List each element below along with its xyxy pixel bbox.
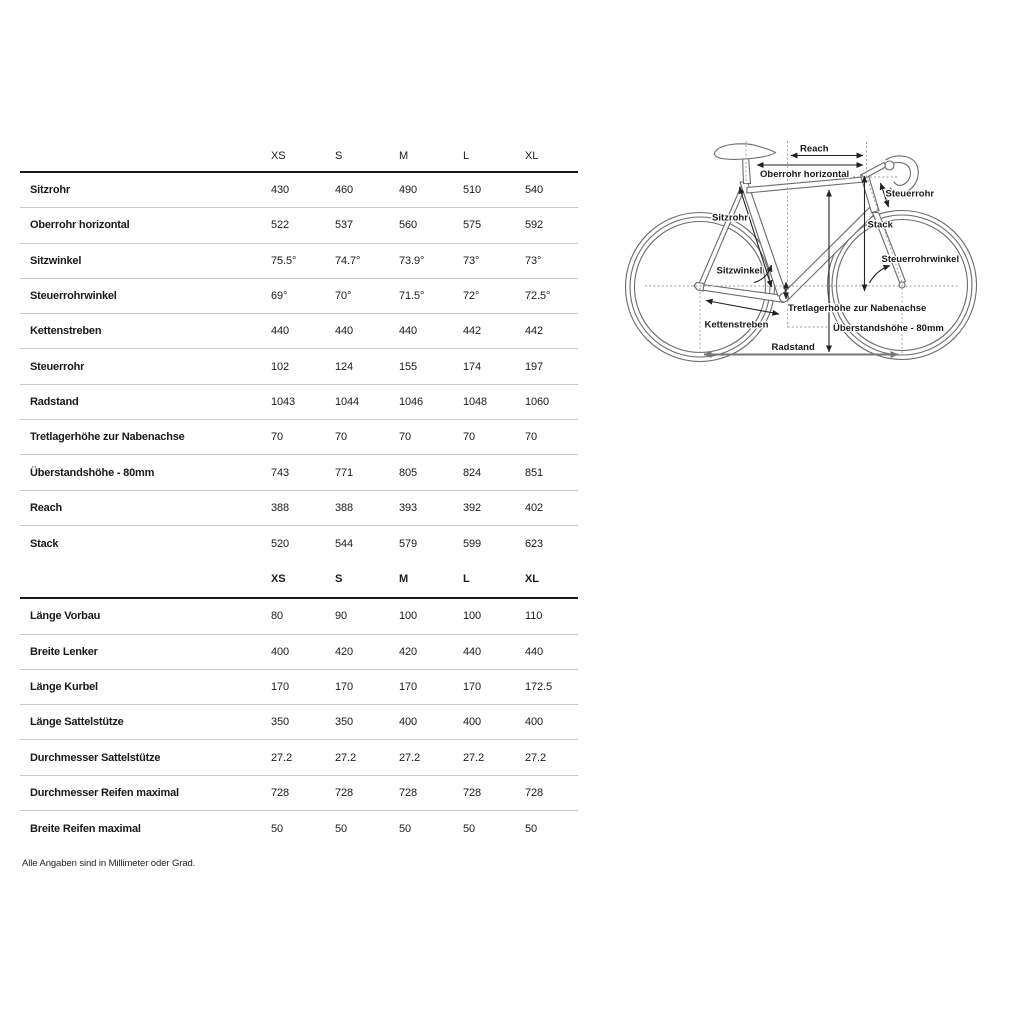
row-label: Breite Reifen maximal bbox=[30, 822, 141, 835]
cell-value: 537 bbox=[335, 219, 354, 232]
seat-post bbox=[743, 157, 751, 184]
row-label: Steuerrohr bbox=[30, 360, 85, 373]
cell-value: 771 bbox=[335, 466, 354, 479]
cell-value: 80 bbox=[271, 610, 284, 623]
tretlagerhoehe-label: Tretlagerhöhe zur Nabenachse bbox=[788, 303, 927, 314]
cell-value: 728 bbox=[463, 786, 482, 799]
cell-value: 170 bbox=[335, 681, 354, 693]
row-label: Länge Sattelstütze bbox=[30, 716, 124, 729]
steuerrohr-label: Steuerrohr bbox=[885, 188, 935, 200]
cell-value: 74.7° bbox=[335, 254, 361, 267]
cell-value: 728 bbox=[271, 786, 290, 799]
cell-value: 1043 bbox=[271, 395, 296, 408]
table-row bbox=[20, 811, 578, 846]
head-tube bbox=[861, 174, 880, 213]
cell-value: 490 bbox=[399, 184, 418, 197]
table-row bbox=[20, 385, 578, 420]
cell-value: 388 bbox=[335, 501, 354, 514]
cell-value: 70 bbox=[335, 431, 348, 444]
saddle bbox=[715, 144, 776, 160]
column-header: XS bbox=[271, 573, 286, 586]
table-row bbox=[20, 420, 578, 455]
rear-dropout bbox=[694, 283, 704, 292]
cell-value: 743 bbox=[271, 466, 290, 479]
cell-value: 460 bbox=[335, 184, 354, 197]
cell-value: 1060 bbox=[525, 395, 550, 408]
row-label: Oberrohr horizontal bbox=[30, 219, 130, 232]
column-header: M bbox=[399, 573, 409, 586]
cell-value: 400 bbox=[525, 716, 544, 729]
cell-value: 728 bbox=[399, 786, 418, 799]
cell-value: 420 bbox=[399, 645, 418, 658]
cell-value: 72° bbox=[463, 290, 480, 303]
cell-value: 27.2 bbox=[271, 751, 293, 764]
sitzrohr-label: Sitzrohr bbox=[712, 212, 748, 224]
table-row bbox=[20, 279, 578, 314]
table-row bbox=[20, 314, 578, 349]
cell-value: 430 bbox=[271, 184, 290, 197]
cell-value: 522 bbox=[271, 219, 290, 232]
table-row bbox=[20, 455, 578, 490]
table-row bbox=[20, 705, 578, 740]
cell-value: 579 bbox=[399, 537, 418, 550]
cell-value: 73.9° bbox=[399, 254, 425, 267]
cell-value: 50 bbox=[335, 822, 348, 835]
row-label: Stack bbox=[30, 537, 59, 550]
cell-value: 420 bbox=[335, 645, 354, 658]
steuerrohrwinkel-label: Steuerrohrwinkel bbox=[881, 254, 960, 265]
seat-tube bbox=[740, 182, 787, 296]
column-header: S bbox=[335, 149, 343, 162]
cell-value: 440 bbox=[463, 645, 482, 658]
table-row bbox=[20, 173, 578, 208]
cell-value: 400 bbox=[271, 645, 290, 658]
column-header: M bbox=[399, 149, 409, 162]
cell-value: 402 bbox=[525, 501, 544, 514]
cell-value: 623 bbox=[525, 537, 544, 550]
cell-value: 27.2 bbox=[399, 751, 421, 764]
table-row bbox=[20, 635, 578, 670]
table-row bbox=[20, 244, 578, 279]
row-label: Sitzwinkel bbox=[30, 254, 82, 267]
cell-value: 520 bbox=[271, 537, 290, 550]
cell-value: 174 bbox=[463, 360, 482, 373]
cell-value: 70 bbox=[525, 431, 538, 444]
row-label: Durchmesser Reifen maximal bbox=[30, 786, 179, 799]
cell-value: 172.5 bbox=[525, 681, 553, 693]
cell-value: 73° bbox=[463, 254, 480, 267]
cell-value: 170 bbox=[463, 681, 482, 693]
cell-value: 440 bbox=[399, 325, 418, 338]
cell-value: 124 bbox=[335, 360, 354, 373]
cell-value: 100 bbox=[463, 610, 482, 623]
cell-value: 70 bbox=[399, 431, 412, 444]
cell-value: 350 bbox=[335, 716, 354, 729]
cell-value: 440 bbox=[525, 645, 544, 658]
cell-value: 824 bbox=[463, 466, 482, 479]
cell-value: 27.2 bbox=[335, 751, 357, 764]
geometry-table bbox=[20, 140, 578, 561]
bike-geometry-diagram bbox=[620, 125, 1020, 375]
cell-value: 599 bbox=[463, 537, 482, 550]
cell-value: 350 bbox=[271, 716, 290, 729]
row-label: Länge Kurbel bbox=[30, 681, 98, 693]
row-label: Durchmesser Sattelstütze bbox=[30, 751, 161, 764]
column-header: XL bbox=[525, 573, 539, 586]
cell-value: 75.5° bbox=[271, 254, 297, 267]
cell-value: 728 bbox=[525, 786, 544, 799]
stem bbox=[862, 163, 887, 179]
table-row bbox=[20, 491, 578, 526]
column-header: L bbox=[463, 573, 470, 586]
cell-value: 1048 bbox=[463, 395, 488, 408]
cell-value: 1044 bbox=[335, 395, 360, 408]
cell-value: 540 bbox=[525, 184, 544, 197]
steuerrohrwinkel-arc bbox=[870, 266, 891, 284]
cell-value: 170 bbox=[271, 681, 290, 693]
row-label: Steuerrohrwinkel bbox=[30, 290, 117, 303]
cell-value: 400 bbox=[399, 716, 418, 729]
cell-value: 544 bbox=[335, 537, 354, 550]
front-dropout bbox=[899, 282, 905, 288]
cell-value: 110 bbox=[525, 610, 543, 623]
cell-value: 170 bbox=[399, 681, 418, 693]
cell-value: 102 bbox=[271, 360, 290, 373]
units-footnote: Alle Angaben sind in Millimeter oder Grad. bbox=[22, 858, 196, 869]
table-row bbox=[20, 776, 578, 811]
cell-value: 805 bbox=[399, 466, 418, 479]
row-label: Radstand bbox=[30, 395, 79, 408]
cell-value: 72.5° bbox=[525, 290, 551, 303]
spec-tables bbox=[20, 140, 578, 846]
cell-value: 851 bbox=[525, 466, 544, 479]
table-row bbox=[20, 349, 578, 384]
row-label: Sitzrohr bbox=[30, 184, 70, 197]
table-row bbox=[20, 208, 578, 243]
cell-value: 100 bbox=[399, 610, 418, 623]
cell-value: 70° bbox=[335, 290, 352, 303]
cell-value: 73° bbox=[525, 254, 542, 267]
cell-value: 400 bbox=[463, 716, 482, 729]
cell-value: 90 bbox=[335, 610, 348, 623]
ueberstandshoehe-label: Überstandshöhe - 80mm bbox=[833, 323, 944, 334]
stack-label: Stack bbox=[867, 219, 893, 231]
cell-value: 50 bbox=[271, 822, 284, 835]
cell-value: 70 bbox=[463, 431, 476, 444]
reach-label: Reach bbox=[800, 143, 829, 155]
table-row bbox=[20, 526, 578, 561]
component-dimensions-table bbox=[20, 561, 578, 846]
column-header: L bbox=[463, 149, 470, 162]
cell-value: 575 bbox=[463, 219, 482, 232]
sitzwinkel-label: Sitzwinkel bbox=[716, 265, 763, 277]
cell-value: 1046 bbox=[399, 395, 424, 408]
kettenstreben-label: Kettenstreben bbox=[704, 319, 769, 331]
row-label: Überstandshöhe - 80mm bbox=[30, 466, 155, 479]
cell-value: 27.2 bbox=[463, 751, 485, 764]
cell-value: 70 bbox=[271, 431, 284, 444]
cell-value: 592 bbox=[525, 219, 544, 232]
table-header-row bbox=[20, 561, 578, 599]
cell-value: 27.2 bbox=[525, 751, 547, 764]
cell-value: 393 bbox=[399, 501, 418, 514]
cell-value: 442 bbox=[463, 325, 482, 338]
handlebar-clamp bbox=[885, 161, 894, 170]
column-header: XL bbox=[525, 149, 539, 162]
oberrohr-label: Oberrohr horizontal bbox=[760, 169, 850, 180]
cell-value: 442 bbox=[525, 325, 544, 338]
cell-value: 388 bbox=[271, 501, 290, 514]
cell-value: 69° bbox=[271, 290, 288, 303]
row-label: Breite Lenker bbox=[30, 645, 98, 658]
cell-value: 50 bbox=[525, 822, 538, 835]
cell-value: 392 bbox=[463, 501, 482, 514]
cell-value: 50 bbox=[463, 822, 476, 835]
table-row bbox=[20, 670, 578, 705]
cell-value: 510 bbox=[463, 184, 482, 197]
cell-value: 155 bbox=[399, 360, 418, 373]
cell-value: 560 bbox=[399, 219, 418, 232]
radstand-label: Radstand bbox=[771, 342, 815, 353]
chain-stay bbox=[702, 285, 784, 303]
cell-value: 440 bbox=[271, 325, 290, 338]
row-label: Reach bbox=[30, 501, 63, 514]
row-label: Länge Vorbau bbox=[30, 610, 101, 623]
table-header-row bbox=[20, 140, 578, 173]
column-header: S bbox=[335, 573, 343, 586]
cell-value: 71.5° bbox=[399, 290, 425, 303]
column-header: XS bbox=[271, 149, 286, 162]
cell-value: 728 bbox=[335, 786, 354, 799]
row-label: Kettenstreben bbox=[30, 325, 102, 338]
table-row bbox=[20, 599, 578, 634]
cell-value: 50 bbox=[399, 822, 412, 835]
table-row bbox=[20, 740, 578, 775]
cell-value: 197 bbox=[525, 360, 544, 373]
cell-value: 440 bbox=[335, 325, 354, 338]
row-label: Tretlagerhöhe zur Nabenachse bbox=[30, 431, 185, 444]
